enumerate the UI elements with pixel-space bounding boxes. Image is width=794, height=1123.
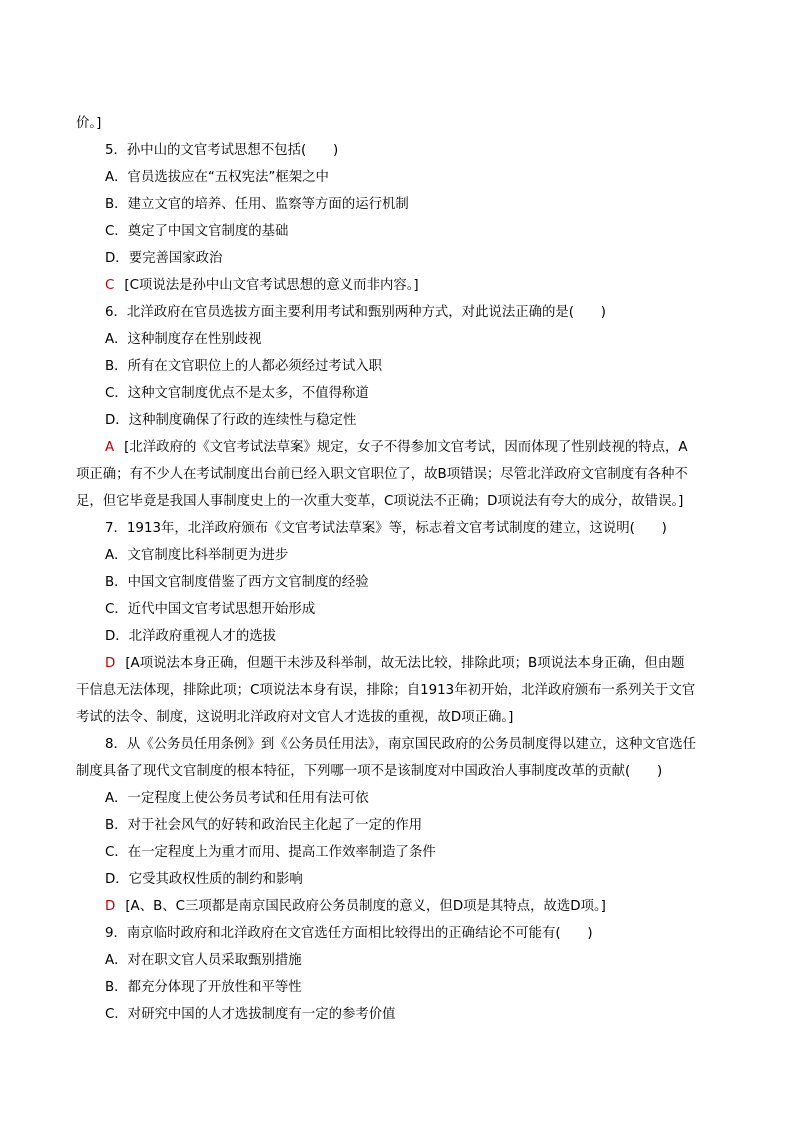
answer-explanation: C [C项说法是孙中山文官考试思想的意义而非内容。] xyxy=(105,278,419,293)
option-c: C．奠定了中国文官制度的基础 xyxy=(105,224,289,239)
option-c: C．这种文官制度优点不是太多，不值得称道 xyxy=(105,386,369,401)
option-b: B．建立文官的培养、任用、监察等方面的运行机制 xyxy=(105,197,409,212)
option-d: D．北洋政府重视人才的选拔 xyxy=(105,629,276,644)
option-b: B．对于社会风气的好转和政治民主化起了一定的作用 xyxy=(105,818,423,833)
text-line: 价。] xyxy=(76,116,102,131)
answer-letter: C xyxy=(105,278,115,293)
question-5-stem: 5．孙中山的文官考试思想不包括( ) xyxy=(105,143,339,158)
option-c: C．近代中国文官考试思想开始形成 xyxy=(105,602,316,617)
option-d: D．要完善国家政治 xyxy=(105,251,223,266)
question-8-stem-continued: 制度具备了现代文官制度的根本特征，下列哪一项不是该制度对中国政治人事制度改革的贡献( ) xyxy=(76,764,663,779)
option-a: A．对在职文官人员采取甄别措施 xyxy=(105,953,302,968)
explanation-continued: 足，但它毕竟是我国人事制度史上的一次重大变革，C项说法不正确；D项说法有夸大的成分，故错误。] xyxy=(76,494,684,509)
answer-explanation: A [北洋政府的《文官考试法草案》规定，女子不得参加文官考试，因而体现了性别歧视的特点，A xyxy=(105,440,688,455)
option-c: C．在一定程度上为重才而用、提高工作效率制造了条件 xyxy=(105,845,436,860)
question-8-stem: 8．从《公务员任用条例》到《公务员任用法》，南京国民政府的公务员制度得以建立，这种文官选任 xyxy=(105,737,697,752)
explanation-continued: 考试的法令、制度，这说明北洋政府对文官人才选拔的重视，故D项正确。] xyxy=(76,710,514,725)
question-9-stem: 9．南京临时政府和北洋政府在文官选任方面相比较得出的正确结论不可能有( ) xyxy=(105,926,593,941)
option-a: A．文官制度比科举制更为进步 xyxy=(105,548,289,563)
option-d: D．它受其政权性质的制约和影响 xyxy=(105,872,303,887)
answer-letter: A xyxy=(105,440,115,455)
option-c: C．对研究中国的人才选拔制度有一定的参考价值 xyxy=(105,1007,396,1022)
answer-explanation: D [A项说法本身正确，但题干未涉及科举制，故无法比较，排除此项；B项说法本身正确，但由题 xyxy=(105,656,685,671)
option-b: B．都充分体现了开放性和平等性 xyxy=(105,980,302,995)
answer-letter: D xyxy=(105,656,116,671)
option-b: B．所有在文官职位上的人都必须经过考试入职 xyxy=(105,359,382,374)
option-a: A．一定程度上使公务员考试和任用有法可依 xyxy=(105,791,369,806)
option-b: B．中国文官制度借鉴了西方文官制度的经验 xyxy=(105,575,369,590)
option-a: A．这种制度存在性别歧视 xyxy=(105,332,262,347)
explanation-continued: 干信息无法体现，排除此项；C项说法本身有误，排除；自1913年初开始，北洋政府颁布一系列关于文官 xyxy=(76,683,696,698)
explanation-continued: 项正确；有不少人在考试制度出台前已经入职文官职位了，故B项错误；尽管北洋政府文官制度有各种不 xyxy=(76,467,688,482)
option-a: A．官员选拔应在“五权宪法”框架之中 xyxy=(105,170,329,185)
question-6-stem: 6．北洋政府在官员选拔方面主要利用考试和甄别两种方式，对此说法正确的是( ) xyxy=(105,305,607,320)
answer-explanation: D [A、B、C三项都是南京国民政府公务员制度的意义，但D项是其特点，故选D项。] xyxy=(105,899,606,914)
answer-letter: D xyxy=(105,899,116,914)
option-d: D．这种制度确保了行政的连续性与稳定性 xyxy=(105,413,357,428)
question-7-stem: 7．1913年，北洋政府颁布《文官考试法草案》等，标志着文官考试制度的建立，这说明( ) xyxy=(105,521,667,536)
